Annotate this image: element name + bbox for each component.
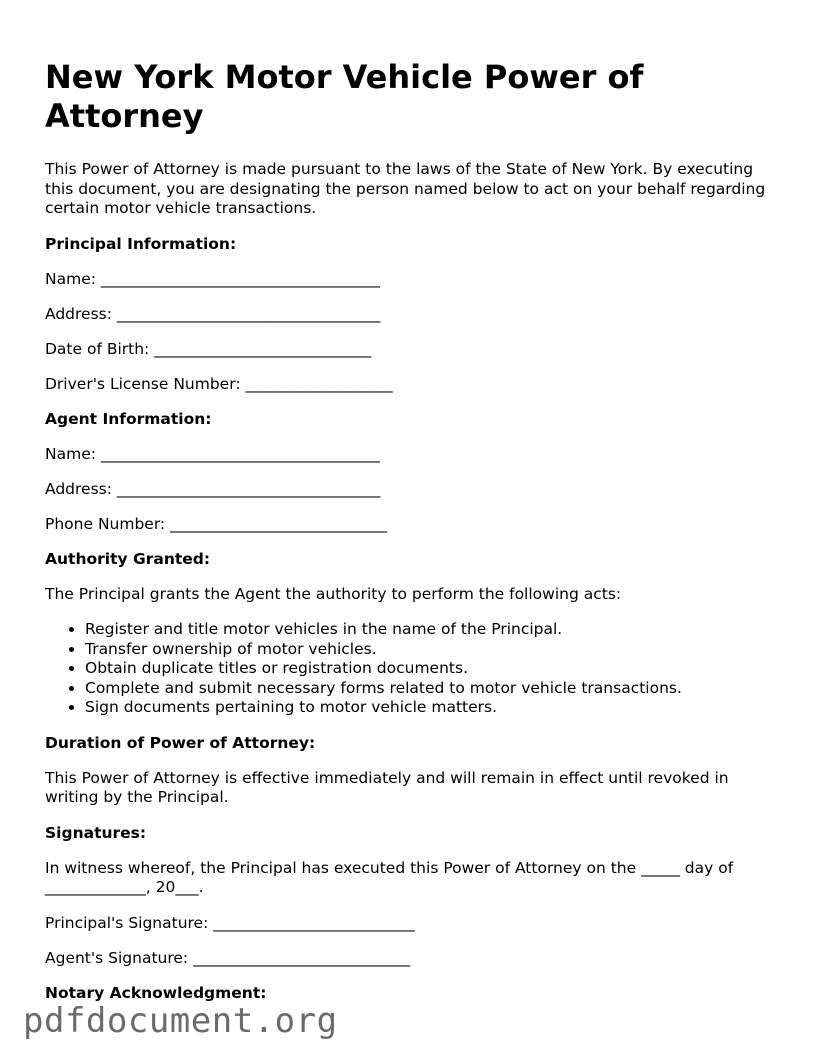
principal-address-field: Address: __________________________________ (45, 304, 381, 323)
principal-heading: Principal Information: (45, 234, 237, 253)
notary-heading: Notary Acknowledgment: (45, 983, 267, 1002)
authority-heading: Authority Granted: (45, 549, 211, 568)
authority-list (45, 620, 780, 718)
authority-item: • Sign documents pertaining to motor vehicle matters. (85, 698, 780, 718)
agent-phone-field: Phone Number: ____________________________ (45, 514, 388, 533)
principal-dob-field: Date of Birth: ____________________________ (45, 339, 372, 358)
agent-name-field: Name: ____________________________________ (45, 444, 380, 463)
authority-item: • Transfer ownership of motor vehicles. (85, 640, 780, 660)
principal-name-field: Name: ____________________________________ (45, 269, 380, 288)
watermark-logo: pdfdocument.org (23, 1001, 338, 1041)
principal-signature-field: Principal's Signature: __________________________ (45, 913, 415, 932)
authority-item: • Obtain duplicate titles or registration documents. (85, 659, 780, 679)
document-title: New York Motor Vehicle Power of Attorney (45, 58, 644, 135)
witness-text: In witness whereof, the Principal has executed this Power of Attorney on the _____ day of _____________, 20___. (45, 858, 734, 896)
intro-paragraph: This Power of Attorney is made pursuant to the laws of the State of New York. By executing this document, you are designating the person named below to act on your behalf regarding certain motor vehicle transactions. (45, 160, 766, 217)
authority-item: • Complete and submit necessary forms related to motor vehicle transactions. (85, 679, 780, 699)
document-page (45, 58, 780, 1003)
principal-license-field: Driver's License Number: ___________________ (45, 374, 393, 393)
duration-text: This Power of Attorney is effective immediately and will remain in effect until revoked in writing by the Principal. (45, 768, 729, 806)
agent-address-field: Address: __________________________________ (45, 479, 381, 498)
authority-item: • Register and title motor vehicles in the name of the Principal. (85, 620, 780, 640)
duration-heading: Duration of Power of Attorney: (45, 733, 316, 752)
signatures-heading: Signatures: (45, 823, 147, 842)
agent-heading: Agent Information: (45, 409, 212, 428)
agent-signature-field: Agent's Signature: ____________________________ (45, 948, 411, 967)
authority-lead: The Principal grants the Agent the authority to perform the following acts: (45, 584, 622, 603)
